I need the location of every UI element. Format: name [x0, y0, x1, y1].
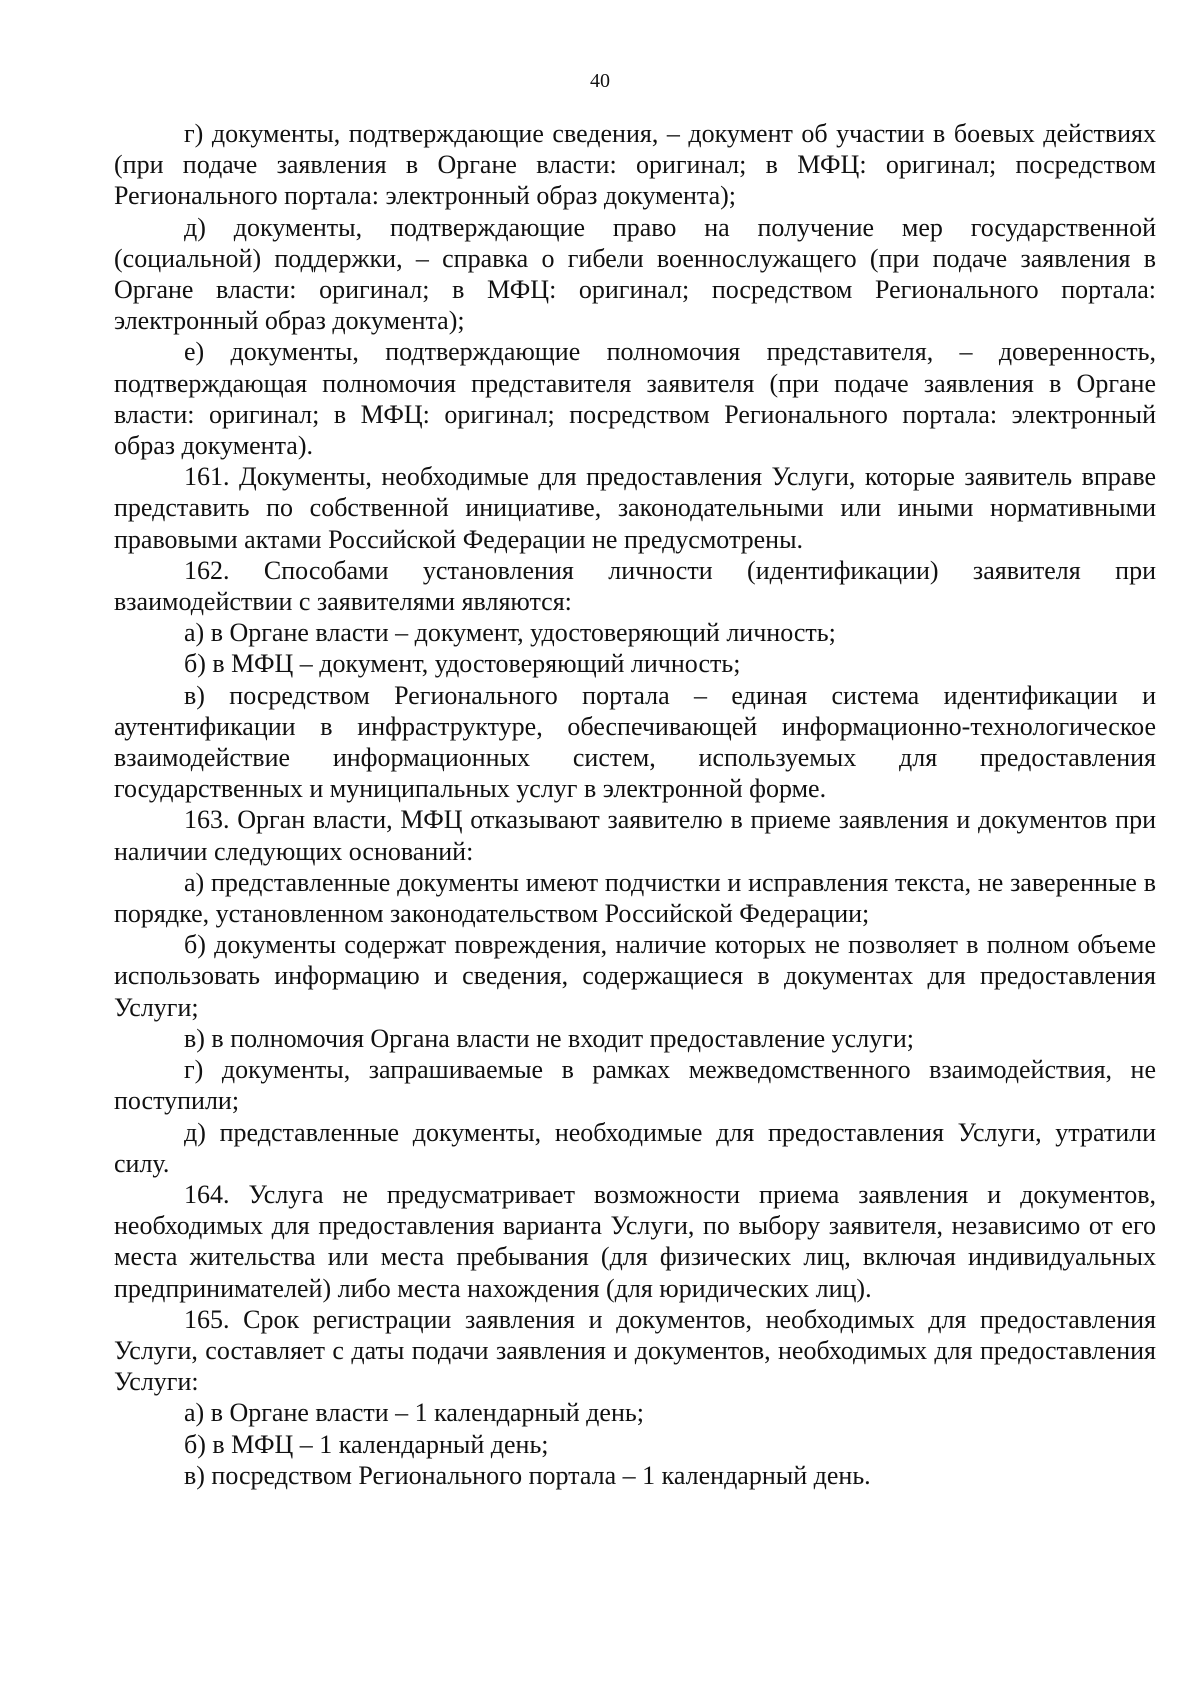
- page-number: 40: [590, 70, 610, 92]
- paragraph-163-item-g: г) документы, запрашиваемые в рамках межведомственного взаимодействия, не поступили;: [114, 1055, 1156, 1116]
- paragraph-161: 161. Документы, необходимые для предоставления Услуги, которые заявитель вправе представить по собственной инициативе, законодательными или иными нормативными правовыми актами Российской Федерации не предусмотрены.: [114, 462, 1156, 554]
- paragraph-162-item-v: в) посредством Регионального портала – единая система идентификации и аутентификации в инфраструктуре, обеспечивающей информационно-технологическое взаимодействие информационных систем, используемых для предоставления государственных и муниципальных услуг в электронной форме.: [114, 680, 1156, 804]
- paragraph-163-item-d: д) представленные документы, необходимые для предоставления Услуги, утратили силу.: [114, 1117, 1156, 1178]
- paragraph-163-item-b: б) документы содержат повреждения, наличие которых не позволяет в полном объеме использовать информацию и сведения, содержащиеся в документах для предоставления Услуги;: [114, 930, 1156, 1022]
- paragraph-163-item-a: а) представленные документы имеют подчистки и исправления текста, не заверенные в порядке, установленном законодательством Российской Федерации;: [114, 867, 1156, 929]
- paragraph-162: 162. Способами установления личности (идентификации) заявителя при взаимодействии с заявителями являются:: [114, 555, 1156, 617]
- paragraph-item-g-combat-documents: г) документы, подтверждающие сведения, – документ об участии в боевых действиях (при подаче заявления в Органе власти: оригинал; в МФЦ: оригинал; посредством Регионального портала: электронный образ документа);: [114, 119, 1156, 211]
- paragraph-163: 163. Орган власти, МФЦ отказывают заявителю в приеме заявления и документов при наличии следующих оснований:: [114, 805, 1156, 866]
- document-body: [114, 118, 1156, 1491]
- paragraph-163-item-v: в) в полномочия Органа власти не входит предоставление услуги;: [184, 1023, 914, 1053]
- paragraph-164: 164. Услуга не предусматривает возможности приема заявления и документов, необходимых для предоставления варианта Услуги, по выбору заявителя, независимо от его места жительства или места пребывания (для физических лиц, включая индивидуальных предпринимателей) либо места нахождения (для юридических лиц).: [114, 1179, 1156, 1303]
- paragraph-165-item-b: б) в МФЦ – 1 календарный день;: [184, 1429, 549, 1459]
- paragraph-item-e-representative-documents: е) документы, подтверждающие полномочия представителя, – доверенность, подтверждающая полномочия представителя заявителя (при подаче заявления в Органе власти: оригинал; в МФЦ: оригинал; посредством Регионального портала: электронный образ документа).: [114, 337, 1156, 461]
- paragraph-165-item-v: в) посредством Регионального портала – 1 календарный день.: [184, 1460, 871, 1490]
- paragraph-162-item-a: а) в Органе власти – документ, удостоверяющий личность;: [184, 618, 836, 648]
- paragraph-item-d-social-support-documents: д) документы, подтверждающие право на получение мер государственной (социальной) поддержки, – справка о гибели военнослужащего (при подаче заявления в Органе власти: оригинал; в МФЦ: оригинал; посредством Регионального портала: электронный образ документа);: [114, 212, 1156, 336]
- paragraph-165-item-a: а) в Органе власти – 1 календарный день;: [184, 1398, 644, 1428]
- paragraph-165: 165. Срок регистрации заявления и документов, необходимых для предоставления Услуги, составляет с даты подачи заявления и документов, необходимых для предоставления Услуги:: [114, 1304, 1156, 1397]
- paragraph-162-item-b: б) в МФЦ – документ, удостоверяющий личность;: [184, 649, 741, 679]
